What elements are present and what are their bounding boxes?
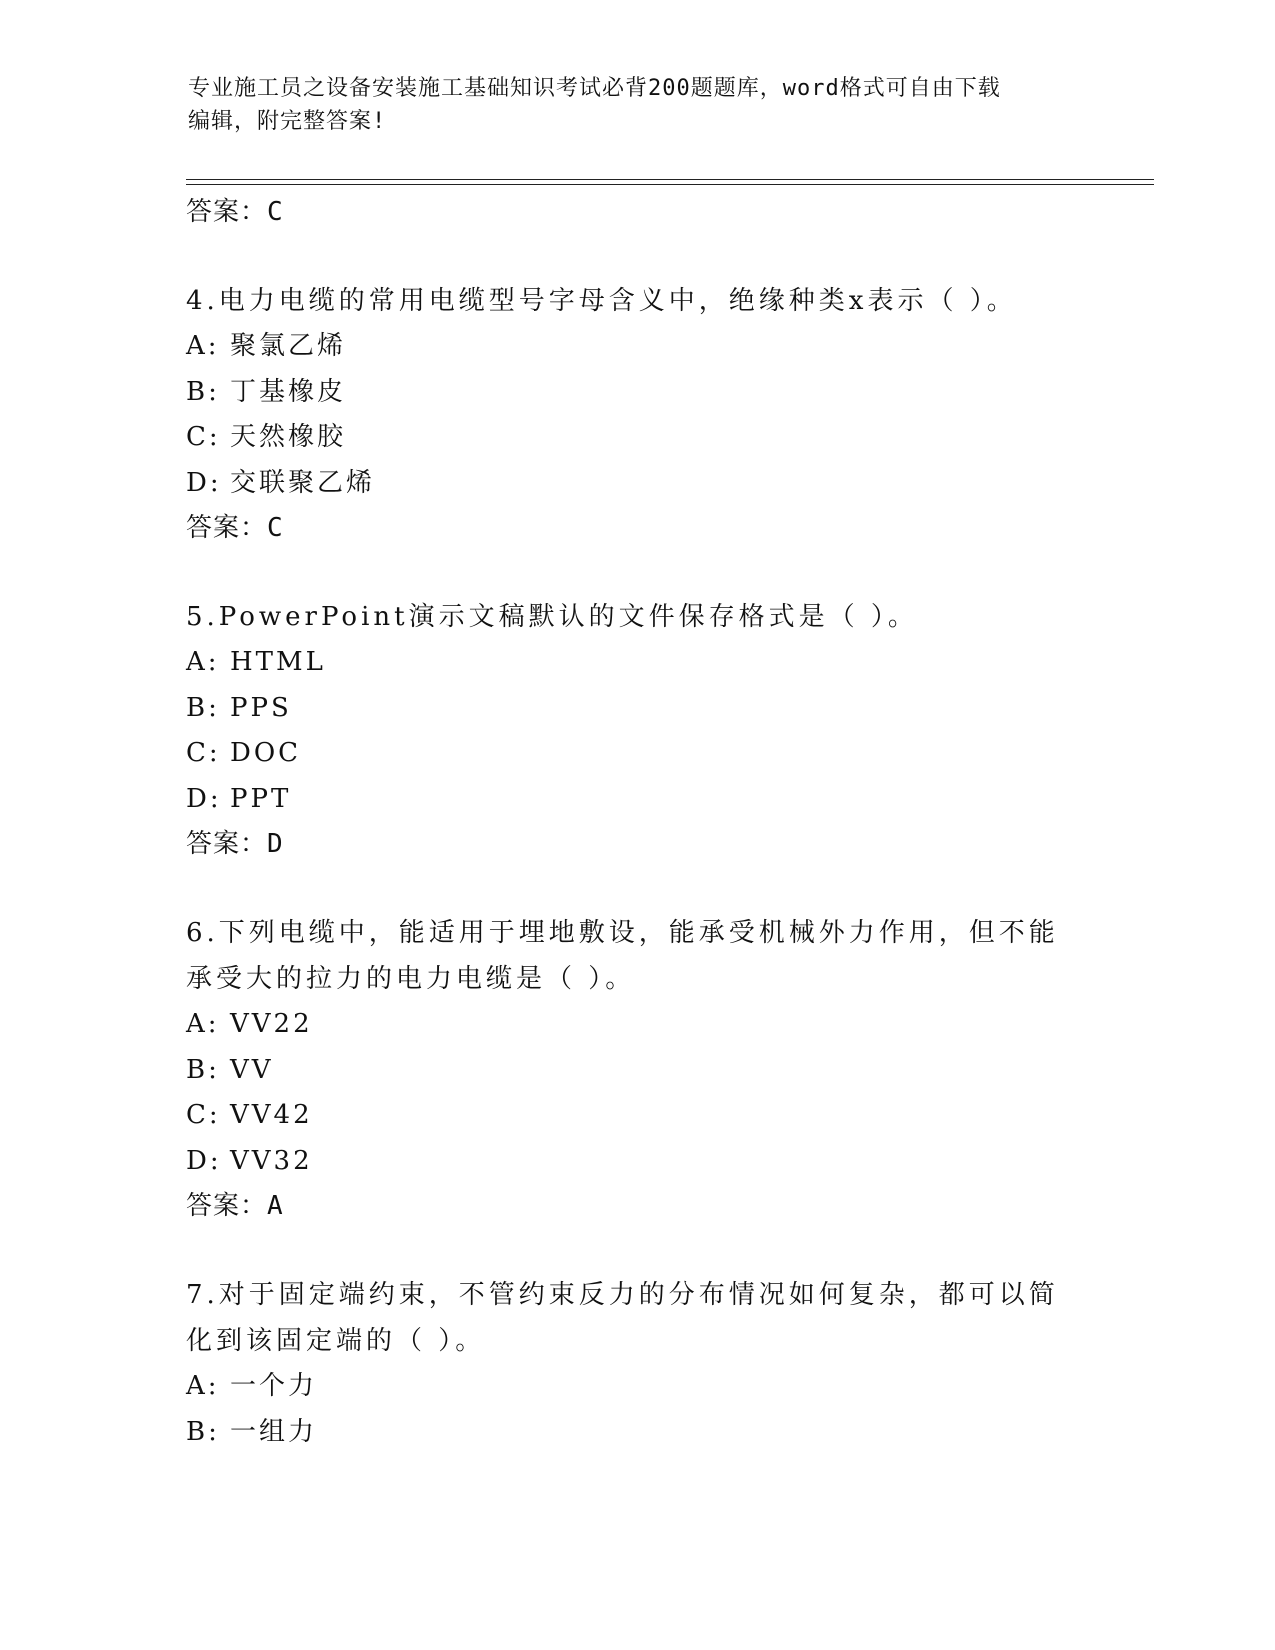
answer-line: 答案：A [186, 1191, 284, 1221]
option-key: C: [186, 738, 221, 768]
document-header [188, 72, 1078, 138]
question-item [186, 1272, 1086, 1455]
option-c [186, 1093, 1086, 1139]
header-divider-top [186, 179, 1154, 180]
option-text: VV [230, 1054, 274, 1085]
question-item [186, 910, 1086, 1228]
option-b [186, 1410, 1086, 1456]
option-b [186, 370, 1086, 416]
question-text: 6.下列电缆中，能适用于埋地敷设，能承受机械外力作用，但不能承受大的拉力的电力电缆是（ ）。 [186, 918, 1059, 994]
option-text: HTML [230, 647, 326, 677]
question-item [186, 594, 1086, 866]
option-text: 天然橡胶 [230, 422, 347, 452]
option-key: A: [186, 331, 220, 361]
option-text: VV22 [230, 1009, 313, 1039]
option-key: B: [186, 692, 220, 723]
option-text: PPS [230, 692, 292, 723]
option-c [186, 415, 1086, 461]
header-divider-bottom [186, 184, 1154, 185]
option-a [186, 1364, 1086, 1410]
option-d [186, 461, 1086, 507]
option-text: PPT [230, 783, 292, 814]
option-key: D: [186, 467, 222, 498]
option-a [186, 1002, 1086, 1048]
option-text: 丁基橡皮 [230, 376, 347, 407]
option-a [186, 640, 1086, 686]
option-key: D: [186, 1145, 222, 1176]
question-text: 4.电力电缆的常用电缆型号字母含义中，绝缘种类x表示（ ）。 [186, 286, 1017, 316]
option-text: 交联聚乙烯 [230, 467, 376, 498]
option-text: VV42 [230, 1100, 313, 1130]
previous-answer: 答案：C [186, 197, 284, 227]
option-key: B: [186, 1054, 220, 1085]
question-text: 7.对于固定端约束，不管约束反力的分布情况如何复杂，都可以简化到该固定端的（ ）。 [186, 1280, 1059, 1356]
option-c [186, 731, 1086, 777]
option-key: C: [186, 1100, 221, 1130]
option-text: VV32 [230, 1145, 313, 1176]
option-key: A: [186, 1009, 220, 1039]
option-a [186, 324, 1086, 370]
answer-line: 答案：D [186, 829, 284, 859]
option-text: DOC [230, 738, 302, 768]
option-key: A: [186, 1371, 220, 1401]
option-b [186, 686, 1086, 732]
option-key: C: [186, 422, 221, 452]
option-text: 一个力 [230, 1371, 318, 1401]
option-b [186, 1048, 1086, 1094]
header-title-line-1: 专业施工员之设备安装施工基础知识考试必背200题题库，word格式可自由下载 [188, 76, 1001, 101]
question-list [186, 190, 1086, 1455]
option-d [186, 1139, 1086, 1185]
header-title-line-2: 编辑，附完整答案! [188, 109, 387, 134]
option-key: D: [186, 783, 222, 814]
answer-line: 答案：C [186, 513, 284, 543]
option-key: B: [186, 376, 220, 407]
option-text: 一组力 [230, 1416, 318, 1447]
option-key: B: [186, 1416, 220, 1447]
option-d [186, 777, 1086, 823]
question-item [186, 278, 1086, 550]
question-text: 5.PowerPoint演示文稿默认的文件保存格式是（ ）。 [186, 602, 918, 632]
option-key: A: [186, 647, 220, 677]
option-text: 聚氯乙烯 [230, 331, 347, 361]
